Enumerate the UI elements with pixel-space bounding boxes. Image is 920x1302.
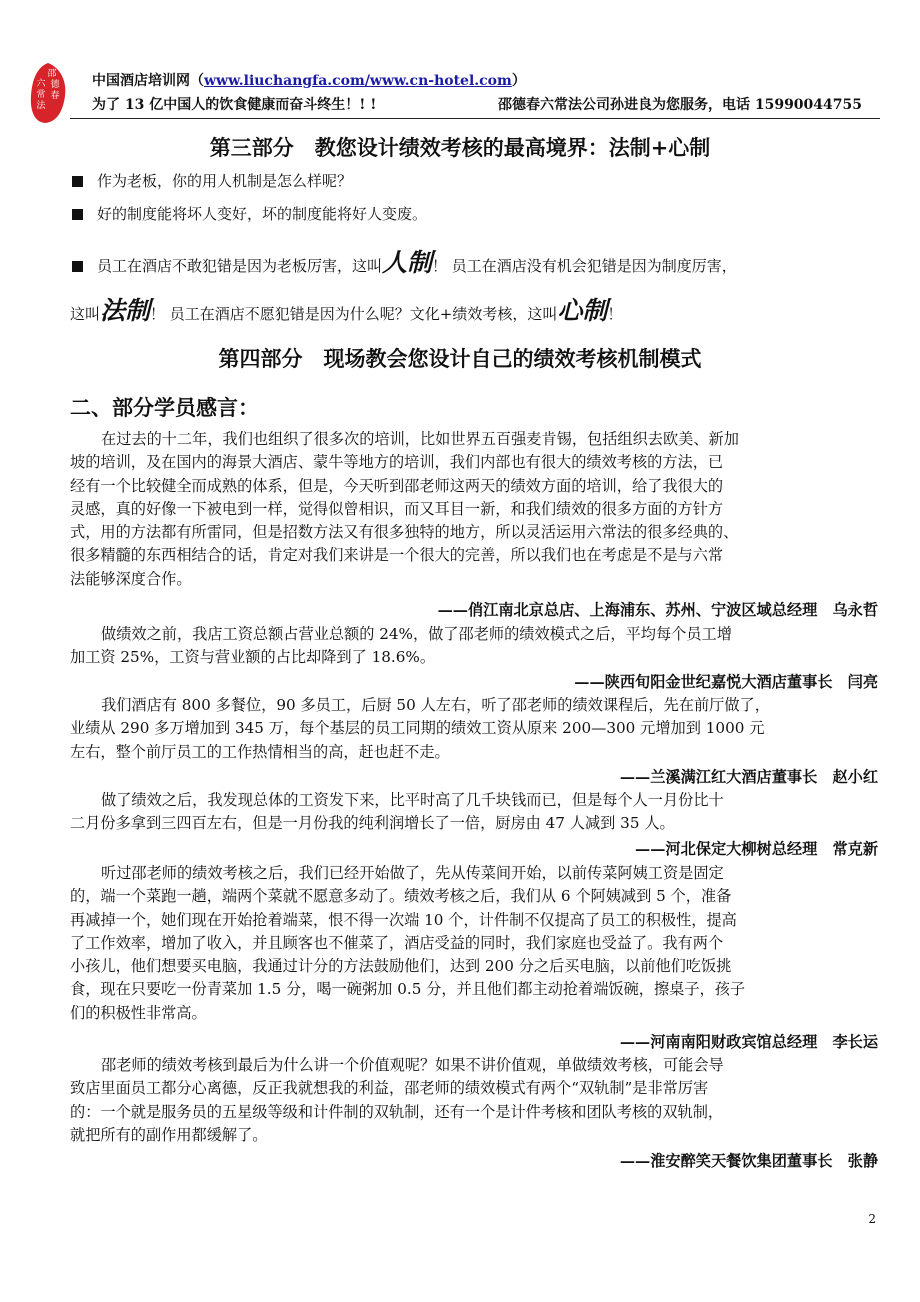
svg-text:德: 德 — [50, 80, 60, 90]
text-line: 很多精髓的东西相结合的话，肯定对我们来讲是一个很大的完善，所以我们也在考虑是不是与六常 — [70, 546, 724, 565]
testimonial-paragraph-5 — [70, 862, 878, 1025]
emphasis-fazhi: 法制 — [100, 296, 151, 325]
header-service-contact: 邵德春六常法公司孙进良为您服务，电话 15990044755 — [497, 97, 862, 113]
bullet-text: 这叫 — [70, 305, 101, 323]
text-line: 的：一个就是服务员的五星级等级和计件制的双轨制，还有一个是计件考核和团队考核的双轨制， — [70, 1102, 724, 1121]
svg-text:常: 常 — [36, 90, 46, 100]
bullet-text: ！ 员工在酒店没有机会犯错是因为制度厉害， — [432, 257, 737, 275]
bullet-item-3 — [72, 243, 737, 279]
header-site — [92, 70, 526, 90]
text-line: 法能够深度合作。 — [70, 569, 192, 588]
site-name: 中国酒店培训网（ — [92, 73, 204, 89]
text-line: 再减掉一个，她们现在开始抢着端菜，恨不得一次端 10 个，计件制不仅提高了员工的积极性，提高 — [70, 910, 737, 929]
text-line: 左右，整个前厅员工的工作热情相当的高，赶也赶不走。 — [70, 742, 450, 761]
testimonial-paragraph-4 — [70, 789, 878, 836]
bullet-item-3-continued — [70, 291, 622, 327]
bullet-item-1 — [72, 170, 352, 191]
text-line: 做了绩效之后，我发现总体的工资发下来，比平时高了几千块钱而已，但是每个人一月份比十 — [101, 791, 724, 809]
text-line: 们的积极性非常高。 — [70, 1003, 207, 1022]
bullet-text: 作为老板，你的用人机制是怎么样呢？ — [97, 172, 353, 190]
svg-text:六: 六 — [36, 79, 46, 89]
part3-title: 第三部分 教您设计绩效考核的最高境界：法制+心制 — [209, 135, 711, 160]
part4-title: 第四部分 现场教会您设计自己的绩效考核机制模式 — [218, 346, 702, 371]
emphasis-xinzhi: 心制 — [557, 296, 608, 325]
bullet-text: ！ — [607, 305, 623, 323]
text-line: 灵感，真的好像一下被电到一样，觉得似曾相识，而又耳目一新，和我们绩效的很多方面的方针方 — [70, 499, 724, 518]
testimonial-paragraph-3 — [70, 694, 878, 764]
bullet-text: 好的制度能将坏人变好，坏的制度能将好人变废。 — [97, 205, 428, 223]
header-slogan: 为了 13 亿中国人的饮食健康而奋斗终生！! ! — [92, 97, 377, 113]
text-line: 我们酒店有 800 多餐位，90 多员工，后厨 50 人左右，听了邵老师的绩效课程后，先在前厅做了， — [101, 696, 770, 714]
page-number: 2 — [868, 1212, 876, 1226]
testimonial-signature-4: ——河北保定大柳树总经理 常克新 — [635, 840, 878, 858]
company-seal-logo — [28, 62, 68, 124]
bullet-text: 员工在酒店不敢犯错是因为老板厉害，这叫 — [97, 257, 383, 275]
text-line: 经有一个比较健全而成熟的体系，但是，今天听到邵老师这两天的绩效方面的培训，给了我很大的 — [70, 476, 724, 495]
bullet-text: ！ 员工在酒店不愿犯错是因为什么呢？文化+绩效考核，这叫 — [150, 305, 558, 323]
text-line: 在过去的十二年，我们也组织了很多次的培训，比如世界五百强麦肯锡，包括组织去欧美、新加 — [101, 430, 739, 448]
testimonial-paragraph-1 — [70, 428, 878, 591]
text-line: 二月份多拿到三四百左右，但是一月份我的纯利润增长了一倍，厨房由 47 人减到 35 人。 — [70, 814, 675, 833]
square-bullet-icon — [72, 261, 83, 272]
text-line: 做绩效之前，我店工资总额占营业总额的 24%，做了邵老师的绩效模式之后，平均每个员工增 — [101, 625, 732, 643]
square-bullet-icon — [72, 176, 83, 187]
svg-text:法: 法 — [36, 101, 46, 111]
testimonial-signature-1: ——俏江南北京总店、上海浦东、苏州、宁波区域总经理 乌永哲 — [437, 601, 878, 619]
text-line: 坡的培训，及在国内的海景大酒店、蒙牛等地方的培训，我们内部也有很大的绩效考核的方法，已 — [70, 453, 724, 472]
text-line: 致店里面员工都分心离德，反正我就想我的利益，邵老师的绩效模式有两个“双轨制”是非常厉害 — [70, 1079, 709, 1098]
testimonial-signature-3: ——兰溪满江红大酒店董事长 赵小红 — [619, 768, 878, 786]
svg-text:邵: 邵 — [47, 69, 57, 79]
text-line: 邵老师的绩效考核到最后为什么讲一个价值观呢？如果不讲价值观，单做绩效考核，可能会导 — [101, 1056, 724, 1074]
section2-title: 二、部分学员感言： — [70, 395, 259, 420]
testimonial-paragraph-6 — [70, 1054, 878, 1147]
testimonial-signature-5: ——河南南阳财政宾馆总经理 李长运 — [619, 1033, 878, 1051]
emphasis-renzhi: 人制 — [382, 248, 433, 277]
header-divider — [70, 118, 880, 119]
site-url-link[interactable]: www.liuchangfa.com/www.cn-hotel.com — [204, 73, 512, 89]
text-line: 式，用的方法都有所雷同，但是招数方法又有很多独特的地方，所以灵活运用六常法的很多经典的、 — [70, 523, 739, 542]
text-line: 了工作效率，增加了收入，并且顾客也不催菜了，酒店受益的同时，我们家庭也受益了。我有两个 — [70, 933, 724, 952]
text-line: 食，现在只要吃一份青菜加 1.5 分，喝一碗粥加 0.5 分，并且他们都主动抢着端饭碗，擦桌子，孩子 — [70, 980, 746, 999]
testimonial-signature-6: ——淮安醉笑天餐饮集团董事长 张静 — [619, 1152, 878, 1170]
bullet-item-2 — [72, 203, 427, 224]
text-line: 业绩从 290 多万增加到 345 万，每个基层的员工同期的绩效工资从原来 200—300 元增加到 1000 元 — [70, 719, 765, 738]
text-line: 的，端一个菜跑一趟，端两个菜就不愿意多动了。绩效考核之后，我们从 6 个阿姨减到 5 个，准备 — [70, 887, 732, 906]
text-line: 小孩儿，他们想要买电脑，我通过计分的方法鼓励他们，达到 200 分之后买电脑，以前他们吃饭挑 — [70, 957, 732, 976]
svg-text:春: 春 — [50, 91, 60, 101]
text-line: 听过邵老师的绩效考核之后，我们已经开始做了，先从传菜间开始，以前传菜阿姨工资是固定 — [101, 864, 724, 882]
testimonial-paragraph-2 — [70, 623, 878, 670]
text-line: 加工资 25%，工资与营业额的占比却降到了 18.6%。 — [70, 648, 436, 667]
testimonial-signature-2: ——陕西旬阳金世纪嘉悦大酒店董事长 闫亮 — [574, 673, 878, 691]
square-bullet-icon — [72, 209, 83, 220]
text-line: 就把所有的副作用都缓解了。 — [70, 1125, 268, 1144]
site-name-close: ） — [511, 73, 526, 89]
